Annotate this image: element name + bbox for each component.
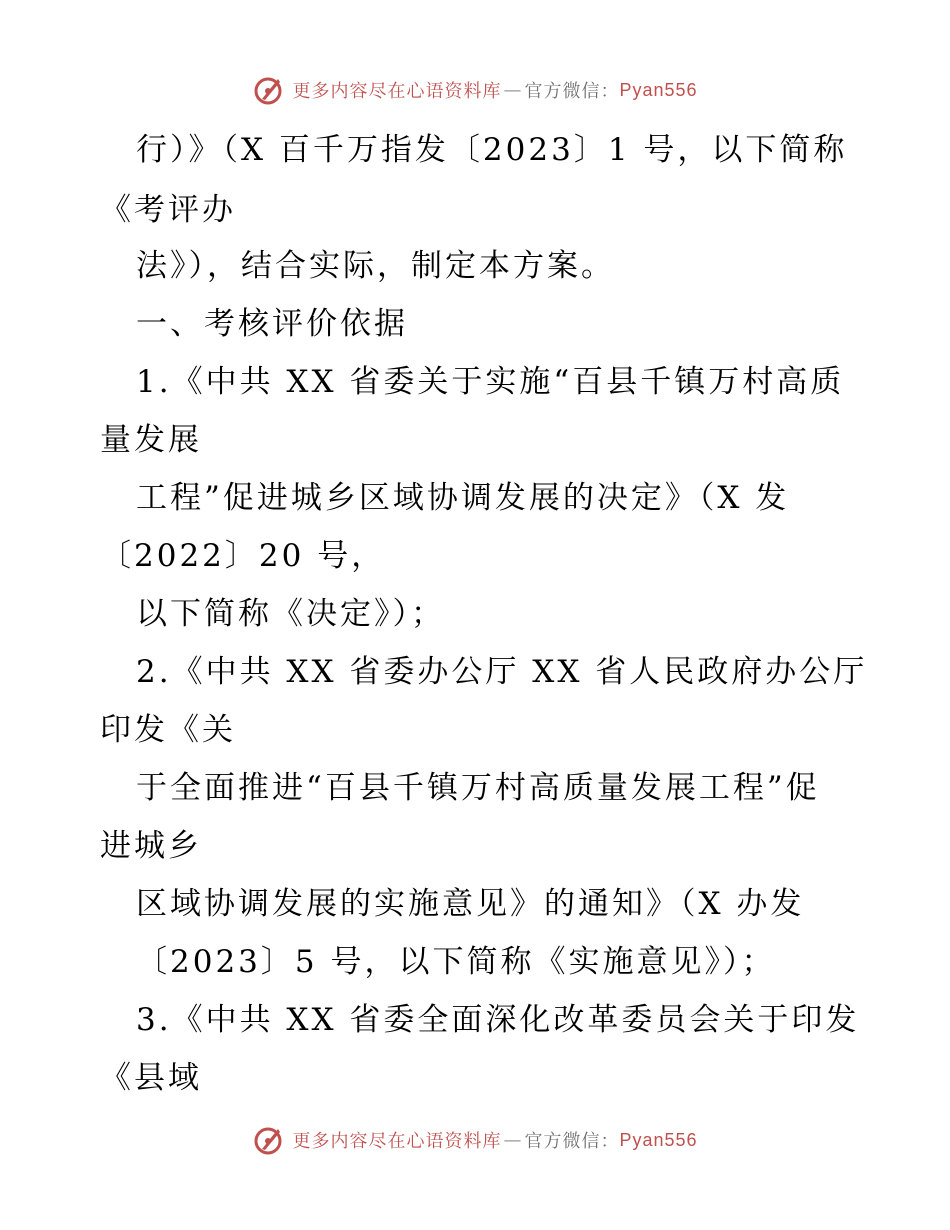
text-line: 3.《中共 XX 省委全面深化改革委员会关于印发 bbox=[136, 1002, 860, 1038]
text-line: 行）》（X 百千万指发〔2023〕1 号，以下简称 bbox=[136, 132, 848, 168]
text-line: 以下简称《决定》）； bbox=[136, 596, 445, 632]
text-line: 印发《关 bbox=[100, 712, 236, 748]
quill-logo-icon bbox=[252, 1123, 286, 1157]
text-line: 《县域 bbox=[100, 1060, 202, 1096]
text-line: 〔2022〕20 号， bbox=[100, 538, 386, 574]
text-line: 1.《中共 XX 省委关于实施“百县千镇万村高质 bbox=[136, 364, 845, 400]
footer-watermark bbox=[0, 1120, 950, 1160]
watermark-wechat-id: Pyan556 bbox=[619, 1129, 698, 1150]
text-line: 〔2023〕5 号，以下简称《实施意见》）； bbox=[136, 944, 776, 980]
header-watermark bbox=[0, 70, 950, 110]
watermark-text: 更多内容尽在心语资料库 bbox=[292, 1131, 502, 1152]
watermark-wechat-id: Pyan556 bbox=[619, 79, 698, 100]
watermark-dash: — bbox=[503, 1129, 523, 1151]
text-line: 于全面推进“百县千镇万村高质量发展工程”促 bbox=[136, 770, 820, 806]
text-line: 工程”促进城乡区域协调发展的决定》（X 发 bbox=[136, 480, 790, 516]
text-line: 区域协调发展的实施意见》的通知》（X 办发 bbox=[136, 886, 805, 922]
watermark-wechat-label: 官方微信： bbox=[524, 81, 620, 102]
watermark-text: 更多内容尽在心语资料库 bbox=[292, 81, 502, 102]
watermark-wechat-label: 官方微信： bbox=[524, 1131, 620, 1152]
watermark-dash: — bbox=[503, 79, 523, 101]
quill-logo-icon bbox=[252, 73, 286, 107]
text-line: 2.《中共 XX 省委办公厅 XX 省人民政府办公厅 bbox=[136, 654, 868, 690]
text-line: 量发展 bbox=[100, 422, 202, 458]
section-heading: 一、考核评价依据 bbox=[136, 306, 408, 342]
text-line: 法》），结合实际，制定本方案。 bbox=[136, 248, 615, 284]
text-line: 进城乡 bbox=[100, 828, 202, 864]
text-line: 《考评办 bbox=[100, 192, 236, 228]
